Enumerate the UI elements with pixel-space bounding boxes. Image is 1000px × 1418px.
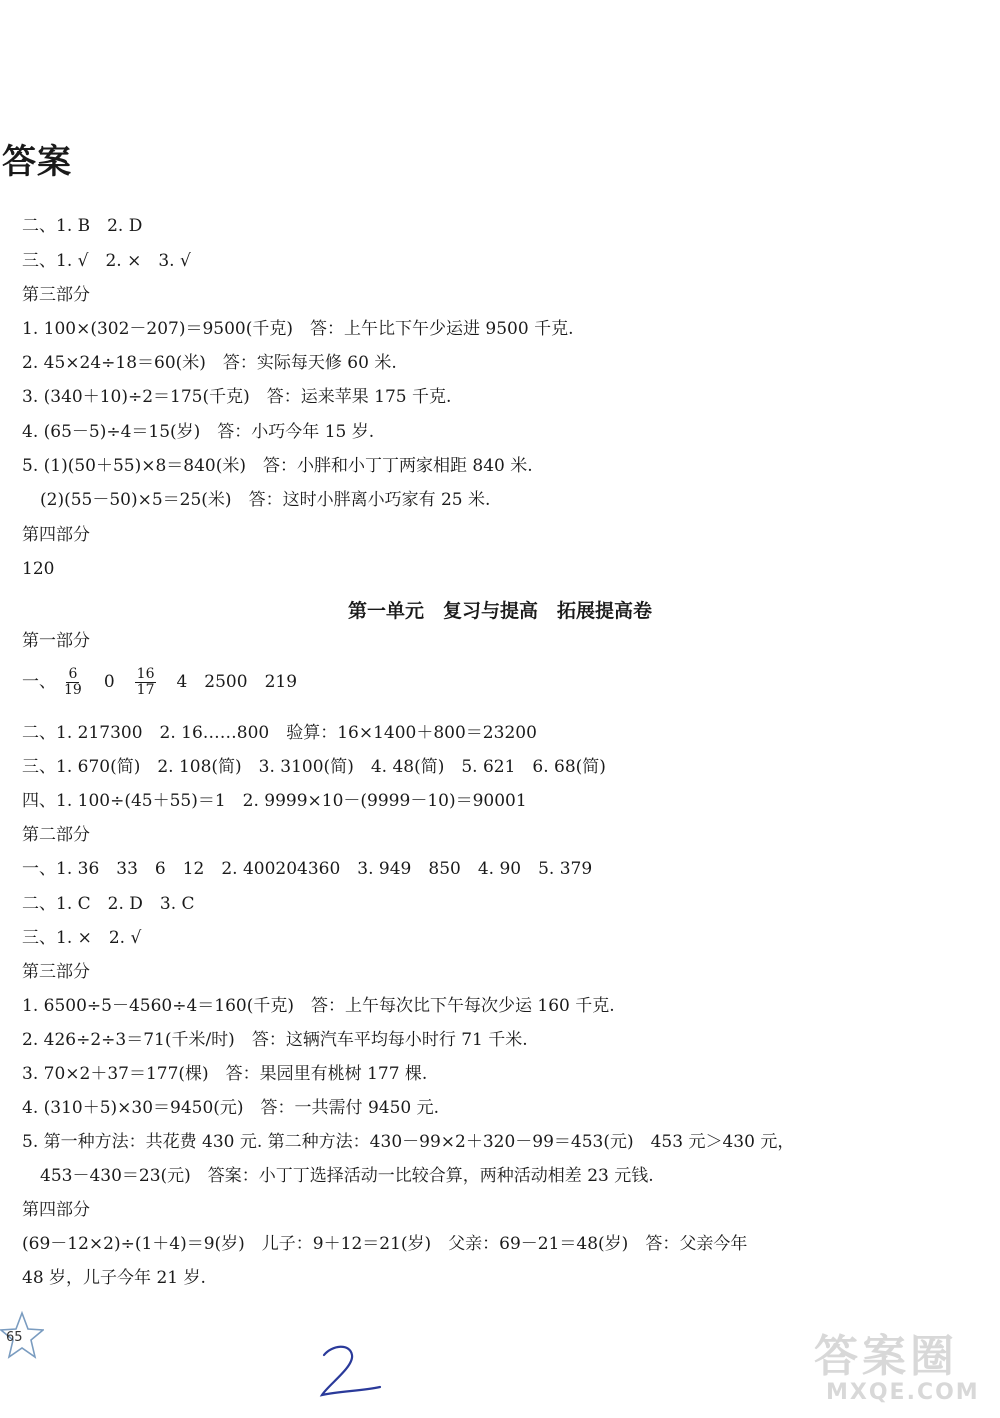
- answer-line: 四、1. 100÷(45＋55)＝1 2. 9999×10－(9999－10)＝90001: [22, 791, 527, 811]
- page-title: 答案: [2, 142, 72, 182]
- answer-line: 1. 6500÷5－4560÷4＝160(千克) 答：上午每次比下午每次少运 160 千克.: [22, 996, 615, 1016]
- section-heading: 第四部分: [22, 525, 90, 545]
- handwritten-mark: [318, 1343, 388, 1401]
- section-heading: 第三部分: [22, 285, 90, 305]
- answer-line: 三、1. × 2. √: [22, 928, 142, 948]
- watermark-url: MXQE.COM: [826, 1380, 980, 1405]
- answer-line: 3. (340＋10)÷2＝175(千克) 答：运来苹果 175 千克.: [22, 387, 452, 407]
- answer-line: 三、1. 670(简) 2. 108(简) 3. 3100(简) 4. 48(简) 5. 621 6. 68(简): [22, 757, 606, 777]
- answer-line: (69－12×2)÷(1＋4)＝9(岁) 儿子：9＋12＝21(岁) 父亲：69－21＝48(岁) 答：父亲今年: [22, 1234, 748, 1254]
- answer-value: 0: [103, 672, 115, 692]
- answer-line: 5. 第一种方法：共花费 430 元. 第二种方法：430－99×2＋320－99＝453(元) 453 元＞430 元，: [22, 1132, 795, 1152]
- section-heading: 第一部分: [22, 631, 90, 651]
- answer-line: 5. (1)(50＋55)×8＝840(米) 答：小胖和小丁丁两家相距 840 米.: [22, 456, 533, 476]
- answer-line-fractions: [22, 664, 297, 700]
- question-prefix: 一、: [22, 672, 56, 692]
- answer-line: 一、1. 36 33 6 12 2. 400204360 3. 949 850 4. 90 5. 379: [22, 859, 593, 879]
- fraction-numerator: 6: [68, 666, 78, 682]
- watermark-logo-text: 答案圈: [814, 1331, 958, 1382]
- section-heading: 第三部分: [22, 962, 90, 982]
- answer-line: 1. 100×(302－207)＝9500(千克) 答：上午比下午少运进 9500 千克.: [22, 319, 574, 339]
- answer-line: 453－430＝23(元) 答案：小丁丁选择活动一比较合算，两种活动相差 23 元钱.: [40, 1166, 654, 1186]
- answer-line: 2. 426÷2÷3＝71(千米/时) 答：这辆汽车平均每小时行 71 千米.: [22, 1030, 528, 1050]
- answer-line: 二、1. 217300 2. 16……800 验算：16×1400＋800＝23200: [22, 723, 537, 743]
- answer-line: 4. (65－5)÷4＝15(岁) 答：小巧今年 15 岁.: [22, 422, 375, 442]
- answer-line: 4. (310＋5)×30＝9450(元) 答：一共需付 9450 元.: [22, 1098, 440, 1118]
- fraction: [135, 667, 157, 698]
- answer-value: 4 2500 219: [176, 672, 298, 692]
- unit-title: 第一单元 复习与提高 拓展提高卷: [347, 600, 652, 622]
- fraction-denominator: 17: [136, 682, 155, 698]
- answer-line: (2)(55－50)×5＝25(米) 答：这时小胖离小巧家有 25 米.: [40, 490, 491, 510]
- fraction: [62, 667, 84, 698]
- answer-line: 48 岁，儿子今年 21 岁.: [22, 1268, 206, 1288]
- page-number: 65: [6, 1330, 23, 1345]
- answer-line: 2. 45×24÷18＝60(米) 答：实际每天修 60 米.: [22, 353, 397, 373]
- fraction-numerator: 16: [136, 666, 155, 682]
- answer-line: 120: [22, 559, 55, 579]
- answer-line: 3. 70×2＋37＝177(棵) 答：果园里有桃树 177 棵.: [22, 1064, 428, 1084]
- answer-line: 二、1. B 2. D: [22, 216, 143, 236]
- section-heading: 第四部分: [22, 1200, 90, 1220]
- fraction-denominator: 19: [64, 682, 82, 698]
- answer-line: 二、1. C 2. D 3. C: [22, 894, 195, 914]
- answer-line: 三、1. √ 2. × 3. √: [22, 251, 191, 271]
- watermark: [806, 1318, 996, 1414]
- section-heading: 第二部分: [22, 825, 90, 845]
